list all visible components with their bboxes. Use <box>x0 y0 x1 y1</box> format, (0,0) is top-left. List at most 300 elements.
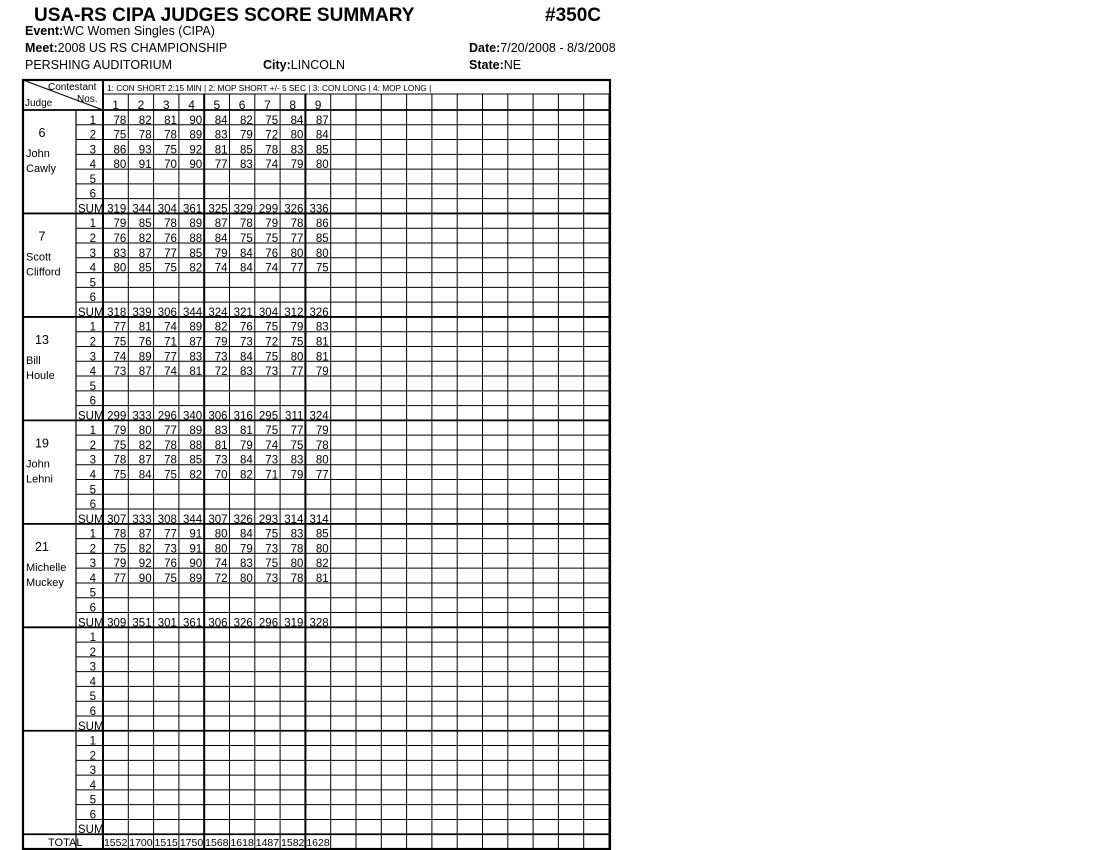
category-number: 1 <box>89 425 96 438</box>
category-number: 4 <box>89 262 96 275</box>
sum-cell: 304 <box>258 306 279 319</box>
contestant-number-header: 1 <box>112 98 119 112</box>
score-cell: 82 <box>315 558 329 571</box>
category-number: 6 <box>89 188 96 201</box>
contestant-number-header: 2 <box>137 98 145 112</box>
judge-number: 13 <box>35 332 49 347</box>
score-cell: 75 <box>265 351 279 364</box>
category-number: 6 <box>89 499 96 512</box>
category-number: 3 <box>89 661 96 674</box>
sum-cell: 308 <box>157 513 177 526</box>
score-cell: 76 <box>164 233 177 246</box>
category-number: 3 <box>89 454 96 467</box>
score-cell: 75 <box>265 233 279 246</box>
category-number: 4 <box>89 779 96 792</box>
score-cell: 81 <box>240 425 253 438</box>
meet-line: Meet:2008 US RS CHAMPIONSHIP <box>25 41 228 55</box>
score-cell: 79 <box>214 336 228 349</box>
score-cell: 89 <box>189 129 203 142</box>
score-cell: 81 <box>138 321 152 334</box>
total-cell: 1582 <box>281 837 305 850</box>
score-cell: 81 <box>189 366 203 379</box>
score-cell: 85 <box>138 218 152 231</box>
score-cell: 73 <box>113 366 127 379</box>
category-number: 6 <box>89 292 96 305</box>
sum-cell: 326 <box>309 306 329 319</box>
score-cell: 78 <box>113 528 127 541</box>
sum-cell: 344 <box>132 203 152 216</box>
category-number: 6 <box>89 602 96 615</box>
score-cell: 79 <box>240 439 253 452</box>
score-cell: 73 <box>265 366 279 379</box>
judge-first-name: Bill <box>26 354 41 367</box>
score-cell: 79 <box>214 247 228 260</box>
category-number: 5 <box>89 794 96 807</box>
score-cell: 80 <box>290 351 304 364</box>
score-cell: 77 <box>214 159 228 172</box>
sum-label: SUM <box>78 203 104 216</box>
score-cell: 75 <box>290 439 304 452</box>
score-cell: 74 <box>113 351 127 364</box>
judge-first-name: Michelle <box>26 561 67 574</box>
score-cell: 78 <box>290 572 304 585</box>
score-cell: 80 <box>240 572 253 585</box>
score-cell: 80 <box>315 247 329 260</box>
score-cell: 76 <box>138 336 152 349</box>
score-cell: 77 <box>290 366 304 379</box>
category-number: 1 <box>89 528 96 541</box>
score-cell: 78 <box>164 218 177 231</box>
score-cell: 89 <box>189 425 203 438</box>
meet-value: 2008 US RS CHAMPIONSHIP <box>57 41 228 55</box>
score-cell: 90 <box>189 114 203 127</box>
category-number: 5 <box>89 173 96 186</box>
category-number: 1 <box>89 114 96 127</box>
score-cell: 79 <box>240 129 253 142</box>
score-cell: 78 <box>138 129 152 142</box>
sum-label: SUM <box>78 824 104 837</box>
score-cell: 78 <box>113 114 127 127</box>
score-cell: 79 <box>113 218 127 231</box>
category-number: 5 <box>89 691 96 704</box>
date-line: Date:7/20/2008 - 8/3/2008 <box>469 41 616 55</box>
score-cell: 75 <box>315 262 329 275</box>
score-cell: 83 <box>315 321 329 334</box>
sum-cell: 296 <box>157 410 177 423</box>
score-cell: 75 <box>265 425 279 438</box>
score-cell: 77 <box>164 528 177 541</box>
score-cell: 89 <box>189 321 203 334</box>
contestant-number-header: 5 <box>213 98 221 112</box>
category-number: 3 <box>89 558 96 571</box>
score-cell: 71 <box>265 469 279 482</box>
event-value: WC Women Singles (CIPA) <box>63 24 215 38</box>
score-cell: 91 <box>138 159 152 172</box>
judge-first-name: Scott <box>26 251 52 264</box>
judge-last-name: Cawly <box>26 163 56 175</box>
sum-cell: 324 <box>309 410 329 423</box>
score-cell: 84 <box>315 129 329 142</box>
category-number: 6 <box>89 809 96 822</box>
score-cell: 90 <box>138 572 152 585</box>
score-cell: 74 <box>265 159 279 172</box>
score-cell: 73 <box>240 336 253 349</box>
score-cell: 75 <box>265 114 279 127</box>
score-cell: 81 <box>315 336 329 349</box>
sum-cell: 314 <box>309 513 329 526</box>
score-cell: 83 <box>290 144 304 157</box>
score-cell: 88 <box>189 233 203 246</box>
category-number: 5 <box>89 380 96 393</box>
score-cell: 85 <box>315 528 329 541</box>
score-cell: 83 <box>240 558 253 571</box>
score-cell: 77 <box>315 469 329 482</box>
category-number: 5 <box>89 277 96 290</box>
score-cell: 78 <box>164 439 177 452</box>
score-cell: 92 <box>138 558 152 571</box>
sum-cell: 336 <box>309 203 329 216</box>
score-cell: 80 <box>290 129 304 142</box>
sum-cell: 306 <box>208 410 228 423</box>
score-cell: 90 <box>189 159 203 172</box>
sum-cell: 361 <box>183 203 203 216</box>
total-label: TOTAL <box>48 837 83 850</box>
score-cell: 73 <box>265 454 279 467</box>
score-cell: 75 <box>113 336 127 349</box>
total-cell: 1628 <box>306 837 330 850</box>
score-cell: 87 <box>214 218 228 231</box>
score-cell: 78 <box>265 144 279 157</box>
score-cell: 75 <box>113 439 127 452</box>
state-line: State:NE <box>469 58 522 72</box>
category-number: 2 <box>89 646 96 659</box>
sum-cell: 307 <box>208 513 228 526</box>
sum-label: SUM <box>78 720 104 733</box>
total-cell: 1700 <box>129 837 153 850</box>
score-cell: 83 <box>240 366 253 379</box>
score-cell: 80 <box>113 159 127 172</box>
score-cell: 79 <box>113 425 127 438</box>
date-label: Date <box>469 41 497 55</box>
score-cell: 80 <box>214 543 228 556</box>
score-cell: 80 <box>315 454 329 467</box>
sum-cell: 326 <box>233 513 253 526</box>
score-cell: 73 <box>265 572 279 585</box>
sum-cell: 333 <box>132 410 152 423</box>
score-cell: 84 <box>240 351 253 364</box>
category-number: 5 <box>89 587 96 600</box>
score-cell: 85 <box>315 233 329 246</box>
score-cell: 87 <box>138 247 152 260</box>
score-cell: 86 <box>113 144 127 157</box>
score-cell: 89 <box>189 218 203 231</box>
score-cell: 84 <box>214 233 228 246</box>
score-cell: 73 <box>214 351 228 364</box>
score-cell: 81 <box>214 144 228 157</box>
score-cell: 80 <box>290 247 304 260</box>
score-cell: 91 <box>189 528 203 541</box>
score-cell: 81 <box>164 114 177 127</box>
score-cell: 78 <box>240 218 253 231</box>
score-cell: 91 <box>189 543 203 556</box>
score-cell: 77 <box>164 247 177 260</box>
score-cell: 84 <box>240 528 253 541</box>
contestant-number-header: 8 <box>289 98 297 112</box>
score-cell: 76 <box>240 321 253 334</box>
score-cell: 80 <box>214 528 228 541</box>
score-cell: 72 <box>265 129 279 142</box>
score-cell: 73 <box>265 543 279 556</box>
score-cell: 78 <box>290 543 304 556</box>
event-label: Event <box>25 24 60 38</box>
score-cell: 77 <box>164 425 177 438</box>
score-cell: 87 <box>315 114 329 127</box>
score-cell: 76 <box>113 233 127 246</box>
score-cell: 85 <box>315 144 329 157</box>
score-cell: 84 <box>214 114 228 127</box>
state-label: State <box>469 58 500 72</box>
category-number: 1 <box>89 218 96 231</box>
score-cell: 86 <box>315 218 329 231</box>
sum-cell: 306 <box>157 306 177 319</box>
category-number: 6 <box>89 395 96 408</box>
score-cell: 84 <box>240 262 253 275</box>
category-number: 3 <box>89 765 96 778</box>
score-cell: 78 <box>290 218 304 231</box>
score-cell: 79 <box>240 543 253 556</box>
score-cell: 83 <box>214 129 228 142</box>
score-cell: 87 <box>138 366 152 379</box>
sum-cell: 328 <box>309 617 329 630</box>
score-cell: 74 <box>214 262 228 275</box>
score-cell: 76 <box>164 558 177 571</box>
category-number: 5 <box>89 484 96 497</box>
category-number: 3 <box>89 351 96 364</box>
sum-cell: 299 <box>107 410 127 423</box>
score-cell: 82 <box>138 114 152 127</box>
score-cell: 80 <box>290 558 304 571</box>
judge-first-name: John <box>26 148 50 160</box>
contestant-number-header: 9 <box>314 98 322 112</box>
score-cell: 74 <box>265 439 279 452</box>
score-cell: 77 <box>290 233 304 246</box>
sum-cell: 299 <box>258 203 279 216</box>
total-cell: 1568 <box>205 837 229 850</box>
category-number: 2 <box>89 439 96 452</box>
total-cell: 1750 <box>179 837 204 850</box>
score-cell: 84 <box>138 469 152 482</box>
sum-cell: 312 <box>284 306 304 319</box>
score-cell: 81 <box>315 572 329 585</box>
category-number: 2 <box>89 233 96 246</box>
score-cell: 75 <box>164 262 177 275</box>
score-cell: 71 <box>164 336 177 349</box>
score-cell: 79 <box>113 558 127 571</box>
category-number: 1 <box>89 632 96 645</box>
sum-cell: 293 <box>258 513 279 526</box>
score-cell: 84 <box>240 454 253 467</box>
sum-cell: 295 <box>258 410 279 423</box>
total-cell: 1552 <box>103 837 128 850</box>
score-cell: 75 <box>265 321 279 334</box>
sum-cell: 304 <box>157 203 177 216</box>
state-value: NE <box>503 58 522 72</box>
score-cell: 85 <box>138 262 152 275</box>
sum-cell: 319 <box>284 617 304 630</box>
score-cell: 74 <box>214 558 228 571</box>
score-cell: 78 <box>164 129 177 142</box>
score-cell: 72 <box>265 336 279 349</box>
score-cell: 75 <box>113 469 127 482</box>
score-cell: 80 <box>138 425 152 438</box>
score-cell: 73 <box>214 454 228 467</box>
form-number: #350C <box>545 5 601 26</box>
category-number: 1 <box>89 321 96 334</box>
category-number: 3 <box>89 144 96 157</box>
sum-cell: 326 <box>284 203 304 216</box>
score-cell: 83 <box>240 159 253 172</box>
score-cell: 83 <box>290 528 304 541</box>
meet-label: Meet <box>25 41 54 55</box>
score-cell: 78 <box>113 454 127 467</box>
event-line: Event:WC Women Singles (CIPA) <box>25 24 215 38</box>
score-cell: 87 <box>189 336 203 349</box>
judge-number: 19 <box>35 436 49 451</box>
sum-cell: 314 <box>284 513 304 526</box>
judge-last-name: Houle <box>26 369 55 382</box>
score-cell: 82 <box>189 262 203 275</box>
sum-cell: 321 <box>233 306 253 319</box>
contestant-number-header: 3 <box>162 98 170 112</box>
category-number: 3 <box>89 247 96 260</box>
score-cell: 72 <box>214 366 228 379</box>
judge-number: 21 <box>35 539 49 554</box>
total-cell: 1515 <box>154 837 178 850</box>
score-cell: 80 <box>315 543 329 556</box>
sum-cell: 301 <box>157 617 177 630</box>
sum-label: SUM <box>78 513 104 526</box>
sum-cell: 333 <box>132 513 152 526</box>
sum-cell: 344 <box>183 306 203 319</box>
judge-number: 7 <box>38 229 46 244</box>
sum-label: SUM <box>78 617 104 630</box>
nos-label: Nos. <box>77 94 98 105</box>
category-number: 4 <box>89 469 96 482</box>
sum-cell: 324 <box>208 306 228 319</box>
score-cell: 72 <box>214 572 228 585</box>
report-title: USA-RS CIPA JUDGES SCORE SUMMARY <box>34 5 415 26</box>
score-cell: 82 <box>240 114 253 127</box>
score-cell: 79 <box>315 366 329 379</box>
score-cell: 70 <box>214 469 228 482</box>
score-cell: 81 <box>214 439 228 452</box>
judge-last-name: Lehni <box>26 473 53 486</box>
score-cell: 93 <box>138 144 152 157</box>
score-cell: 70 <box>164 159 177 172</box>
contestant-number-header: 4 <box>188 98 195 112</box>
score-cell: 74 <box>164 366 177 379</box>
sum-cell: 329 <box>233 203 253 216</box>
category-number: 2 <box>89 129 96 142</box>
score-cell: 85 <box>189 454 203 467</box>
category-number: 4 <box>89 366 96 379</box>
score-cell: 82 <box>138 439 152 452</box>
category-number: 4 <box>89 159 96 172</box>
score-cell: 82 <box>138 233 152 246</box>
score-cell: 89 <box>138 351 152 364</box>
city-value: LINCOLN <box>290 58 345 72</box>
category-number: 6 <box>89 705 96 718</box>
score-cell: 84 <box>290 114 304 127</box>
score-cell: 77 <box>113 321 127 334</box>
score-cell: 85 <box>240 144 253 157</box>
score-cell: 87 <box>138 528 152 541</box>
sum-cell: 311 <box>285 410 304 423</box>
city-line: City:LINCOLN <box>263 58 345 72</box>
sum-cell: 361 <box>183 617 203 630</box>
location: PERSHING AUDITORIUM <box>25 58 173 72</box>
sum-label: SUM <box>78 410 104 423</box>
score-cell: 82 <box>189 469 203 482</box>
sum-cell: 316 <box>233 410 253 423</box>
score-cell: 79 <box>290 469 304 482</box>
category-number: 1 <box>89 735 96 748</box>
judge-label: Judge <box>25 98 53 109</box>
contestant-number-header: 7 <box>264 98 271 112</box>
score-cell: 85 <box>189 247 203 260</box>
score-cell: 83 <box>214 425 228 438</box>
sum-cell: 306 <box>208 617 228 630</box>
score-cell: 81 <box>315 351 329 364</box>
score-cell: 79 <box>265 218 279 231</box>
sum-cell: 340 <box>183 410 203 423</box>
score-cell: 75 <box>113 543 127 556</box>
score-cell: 79 <box>315 425 329 438</box>
sum-cell: 326 <box>233 617 253 630</box>
score-cell: 84 <box>240 247 253 260</box>
score-cell: 79 <box>290 159 304 172</box>
score-cell: 73 <box>164 543 177 556</box>
category-number: 4 <box>89 572 96 585</box>
sum-label: SUM <box>78 306 104 319</box>
score-cell: 74 <box>164 321 177 334</box>
sum-cell: 325 <box>208 203 228 216</box>
category-number: 2 <box>89 336 96 349</box>
score-cell: 75 <box>164 144 177 157</box>
score-cell: 92 <box>189 144 203 157</box>
score-cell: 75 <box>240 233 253 246</box>
score-cell: 80 <box>315 159 329 172</box>
date-value: 7/20/2008 - 8/3/2008 <box>500 41 616 55</box>
score-cell: 83 <box>189 351 203 364</box>
category-number: 2 <box>89 750 96 763</box>
judge-first-name: John <box>26 458 50 471</box>
sum-cell: 318 <box>107 306 127 319</box>
sum-cell: 351 <box>132 617 152 630</box>
score-cell: 77 <box>290 262 304 275</box>
sum-cell: 296 <box>258 617 279 630</box>
city-label: City <box>263 58 287 72</box>
category-number: 2 <box>89 543 96 556</box>
score-cell: 82 <box>240 469 253 482</box>
total-cell: 1618 <box>230 837 254 850</box>
total-cell: 1487 <box>255 837 280 850</box>
judge-last-name: Clifford <box>26 266 61 279</box>
score-cell: 89 <box>189 572 203 585</box>
contestant-label: Contestant <box>48 82 97 93</box>
judge-number: 6 <box>38 126 46 140</box>
category-legend: 1: CON SHORT 2:15 MIN | 2: MOP SHORT +/- 5 SEC | 3: CON LONG | 4: MOP LONG | <box>107 83 432 93</box>
